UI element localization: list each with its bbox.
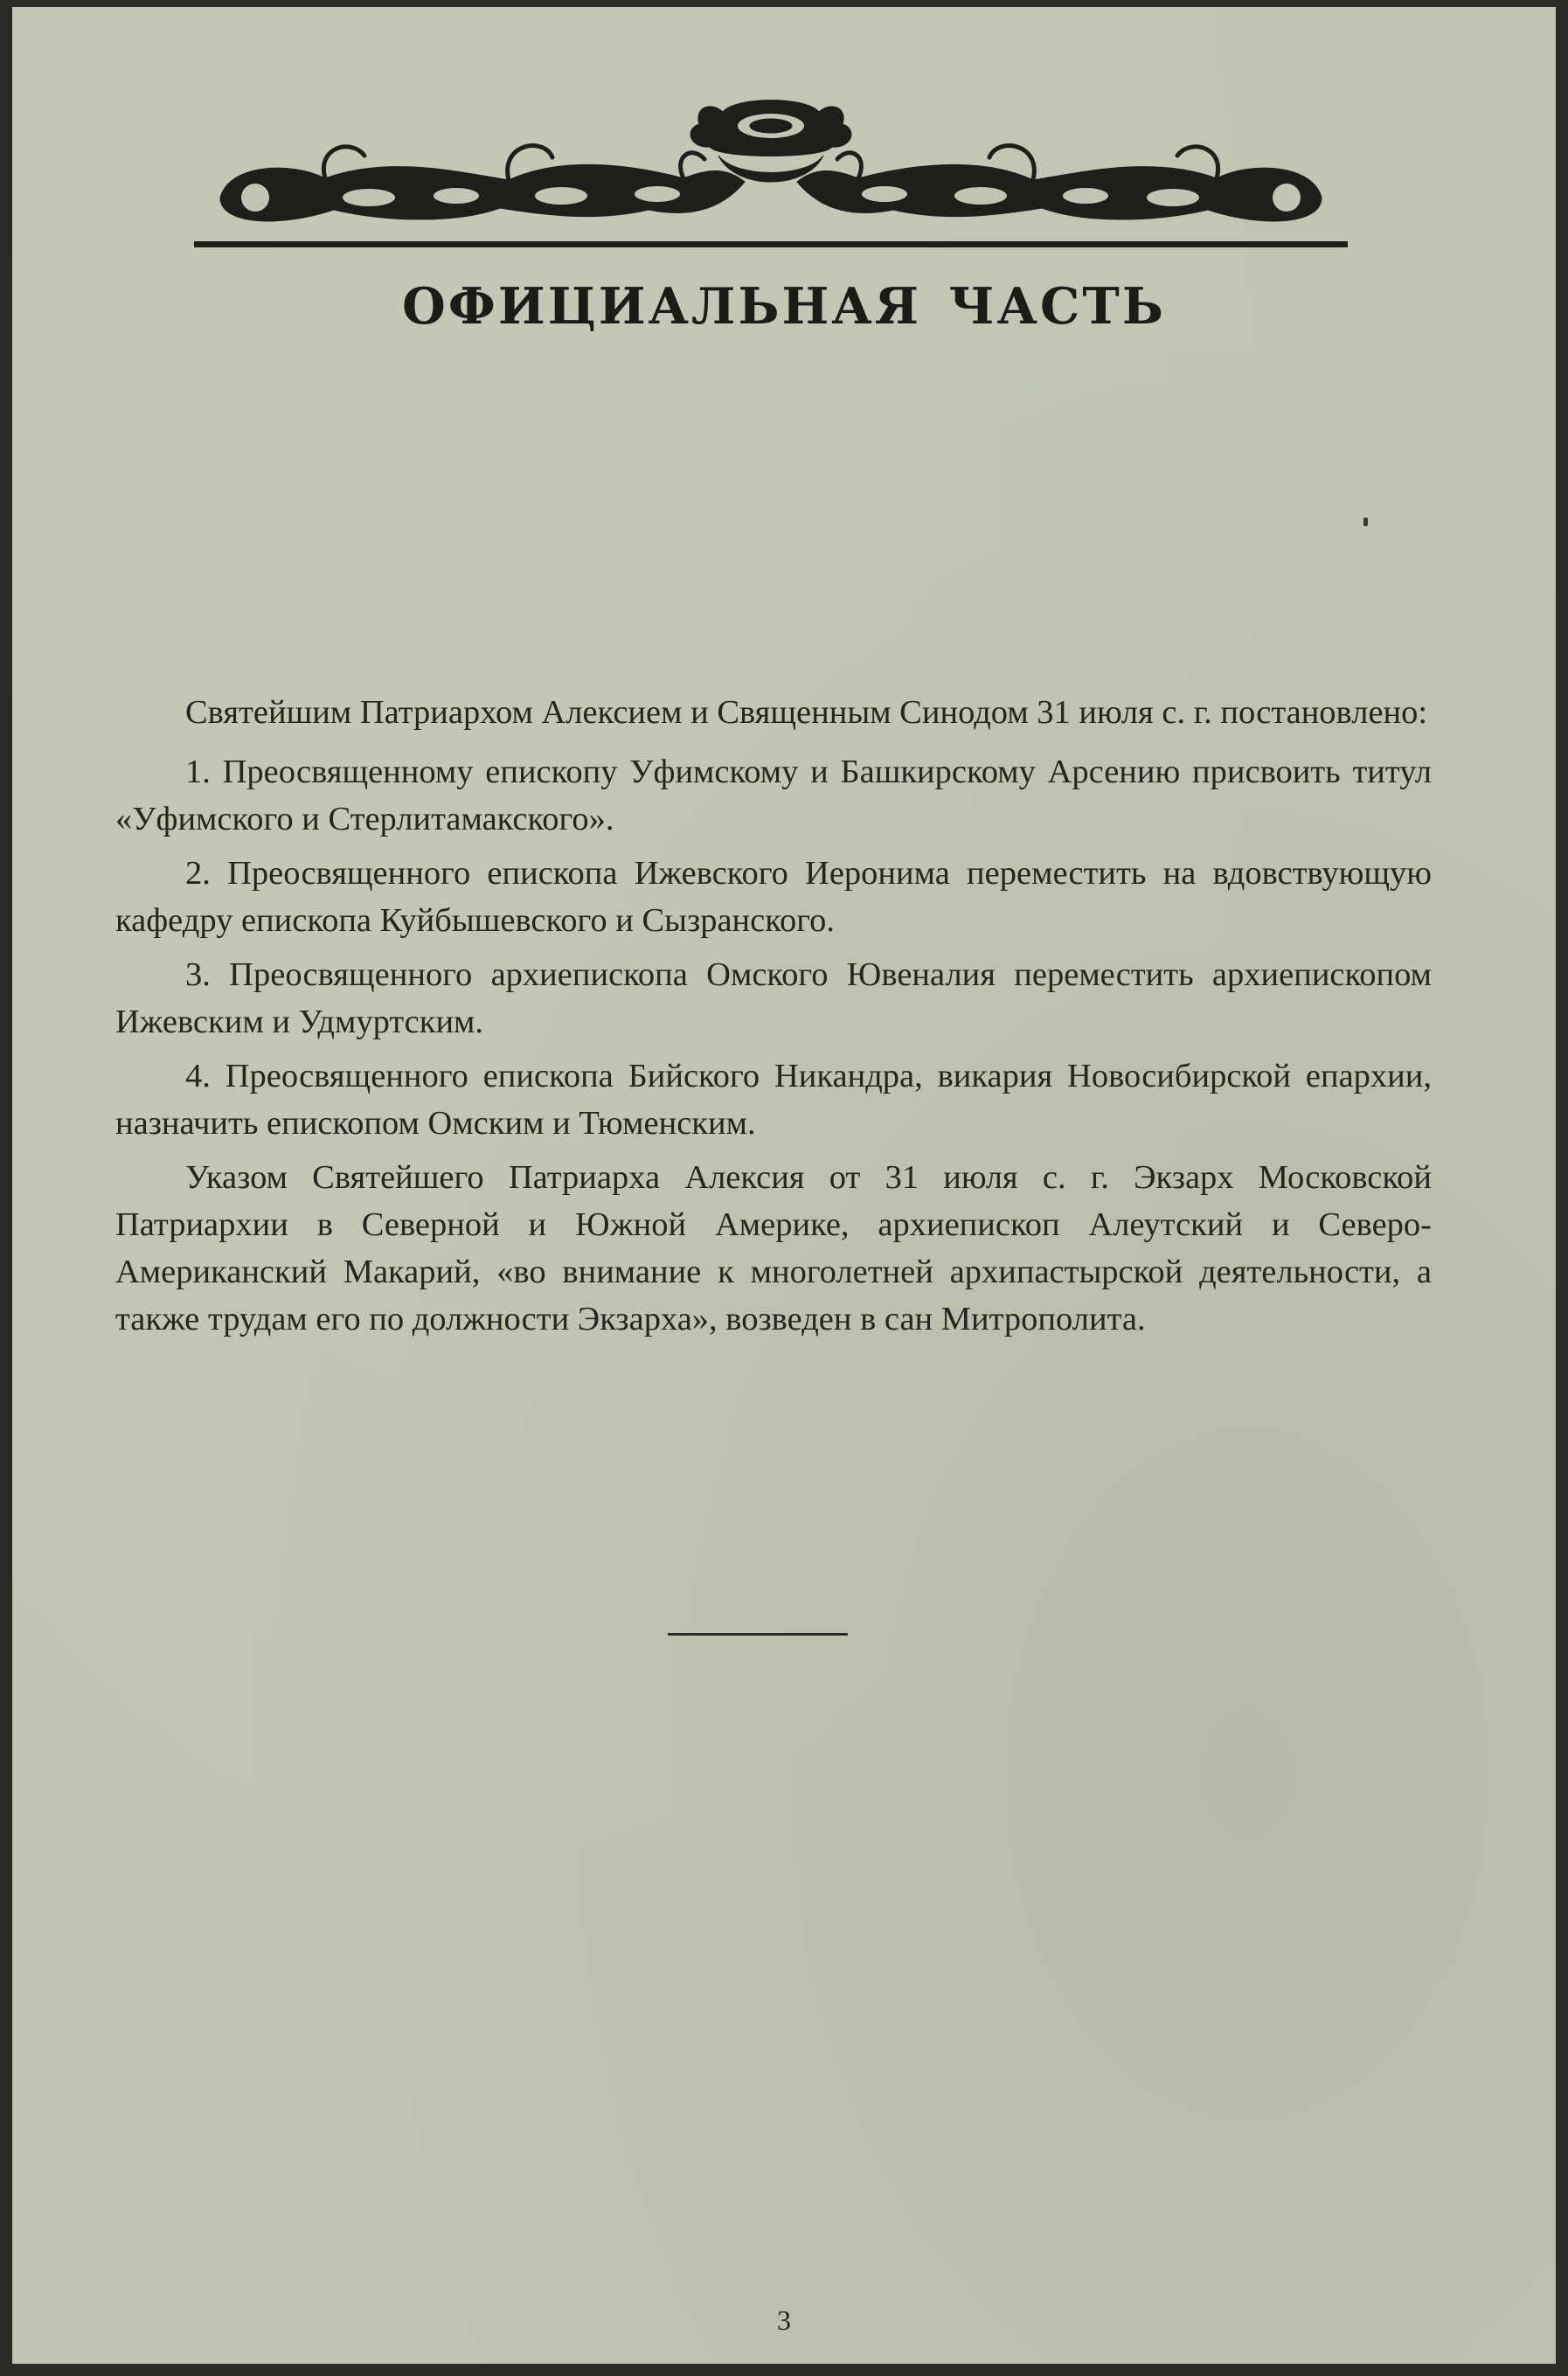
section-divider <box>668 1633 848 1636</box>
paragraph-intro: Святейшим Патриархом Алексием и Священным Синодом 31 июля с. г. постановлено: <box>185 694 1428 731</box>
print-speck <box>1363 518 1368 526</box>
decree-text <box>115 689 1432 1350</box>
paragraph-exarch-decree: Указом Святейшего Патриарха Алексия от 31 июля с. г. Экзарх Московской Патриархии в Северной и Южной Америке, архиепископ Алеутский и Северо-Американский Макарий, «во внимание к многолетней архипастырской деятельности, а также трудам его по должности Экзарха», возведен в сан Митрополита. <box>115 1159 1432 1337</box>
paragraph-item-4: 4. Преосвященного епископа Бийского Никандра, викария Новосибирской епархии, назначить епископом Омским и Тюменским. <box>115 1058 1432 1142</box>
page <box>12 7 1556 2364</box>
section-heading: официальная часть <box>402 257 1166 341</box>
paragraph-item-3: 3. Преосвященного архиепископа Омского Ювеналия переместить архиепископом Ижевским и Удмуртским. <box>115 956 1432 1040</box>
paragraph-item-2: 2. Преосвященного епископа Ижевского Иеронима переместить на вдовствующую кафедру епископа Куйбышевского и Сызранского. <box>115 855 1432 939</box>
page-number: 3 <box>777 2304 791 2336</box>
paragraph-item-1: 1. Преосвященному епископу Уфимскому и Башкирскому Арсению присвоить титул «Уфимского и Стерлитамакского». <box>115 754 1432 837</box>
ornamental-headpiece-icon <box>194 94 1348 261</box>
